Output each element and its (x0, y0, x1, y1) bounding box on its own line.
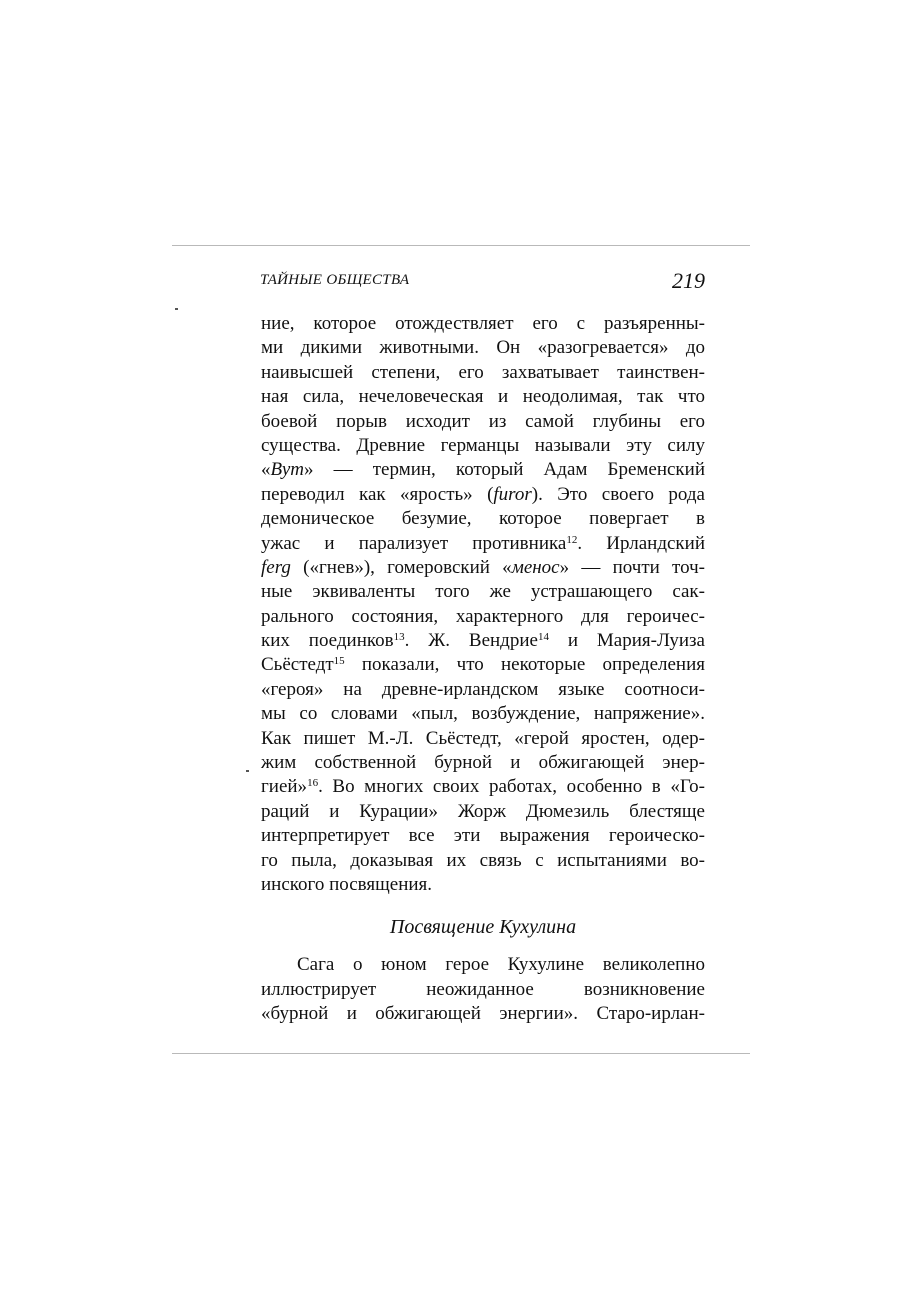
top-rule (172, 245, 750, 246)
text-segment: . Ирландский (577, 532, 705, 554)
text-segment: . Ж. Вендрие (404, 630, 538, 652)
text-segment: ужас и парализует противника (261, 532, 567, 554)
text-line: ми дикими животными. Он «разогревается» до (261, 337, 705, 359)
text-segment: » — термин, который Адам Бременский (304, 459, 705, 481)
running-head (260, 268, 705, 298)
footnote-ref: 14 (537, 631, 549, 644)
text-line (261, 483, 705, 507)
text-line: го пыла, доказывая их связь с испытаниями во- (261, 849, 705, 871)
text-line: иллюстрирует неожиданное возникновение (261, 978, 705, 1000)
text-line: ные эквиваленты того же устрашающего сак- (261, 581, 705, 603)
text-line: инского посвящения. (261, 873, 433, 895)
text-line (261, 775, 705, 799)
text-line (261, 629, 705, 653)
text-segment: Сьёстедт (261, 654, 334, 676)
text-line: рального состояния, характерного для героичес- (261, 605, 705, 627)
text-segment: и Мария-Луиза (548, 630, 705, 652)
text-segment: показали, что некоторые определения (344, 654, 705, 676)
text-line: Сага о юном герое Кухулине великолепно (297, 954, 705, 976)
bottom-rule (172, 1053, 750, 1054)
text-line: ние, которое отождествляет его с разъяренны- (261, 313, 705, 334)
italic-term: furor (493, 483, 532, 505)
text-line: жим собственной бурной и обжигающей энер- (261, 752, 705, 774)
text-line: ная сила, нечеловеческая и неодолимая, так что (261, 386, 705, 408)
footnote-ref: 16 (307, 777, 319, 790)
italic-term: менос (511, 556, 560, 578)
text-line: «бурной и обжигающей энергии». Старо-ирлан- (261, 1003, 705, 1025)
text-segment: » — почти точ- (559, 556, 705, 578)
page-number: 219 (672, 268, 705, 293)
text-segment: переводил как «ярость» ( (261, 483, 494, 505)
text-line: существа. Древние германцы называли эту силу (261, 434, 705, 456)
text-line (261, 458, 705, 482)
text-line: интерпретирует все эти выражения героическо- (261, 825, 705, 847)
footnote-ref: 13 (393, 631, 405, 644)
running-title: ТАЙНЫЕ ОБЩЕСТВА (260, 272, 410, 288)
footnote-ref: 15 (333, 655, 345, 668)
text-line (261, 653, 705, 677)
text-line: Как пишет М.-Л. Сьёстедт, «герой яростен, одер- (261, 727, 705, 749)
italic-term: Вут (270, 459, 304, 481)
text-segment: . Во многих своих работах, особенно в «Го- (318, 776, 705, 798)
text-line: «героя» на древне-ирландском языке соотноси- (261, 678, 705, 700)
text-line: раций и Курации» Жорж Дюмезиль блестяще (261, 800, 705, 822)
section-title: Посвящение Кухулина (389, 916, 577, 939)
text-line (261, 532, 705, 556)
text-line: боевой порыв исходит из самой глубины его (261, 410, 705, 432)
italic-term: ferg (261, 556, 291, 578)
scan-speck (246, 770, 249, 772)
scan-speck (175, 308, 178, 310)
text-line: демоническое безумие, которое повергает в (261, 508, 705, 530)
text-column (261, 312, 705, 1027)
text-segment: « (261, 459, 271, 481)
text-segment: ). Это своего рода (531, 483, 705, 505)
text-line: мы со словами «пыл, возбуждение, напряжение». (261, 703, 705, 725)
text-segment: ких поединков (261, 630, 394, 652)
text-line: наивысшей степени, его захватывает таинствен- (261, 361, 705, 383)
text-segment: гией» (261, 776, 308, 798)
text-line (261, 556, 705, 580)
text-segment: («гнев»), гомеровский « (290, 556, 512, 578)
footnote-ref: 12 (566, 533, 578, 546)
